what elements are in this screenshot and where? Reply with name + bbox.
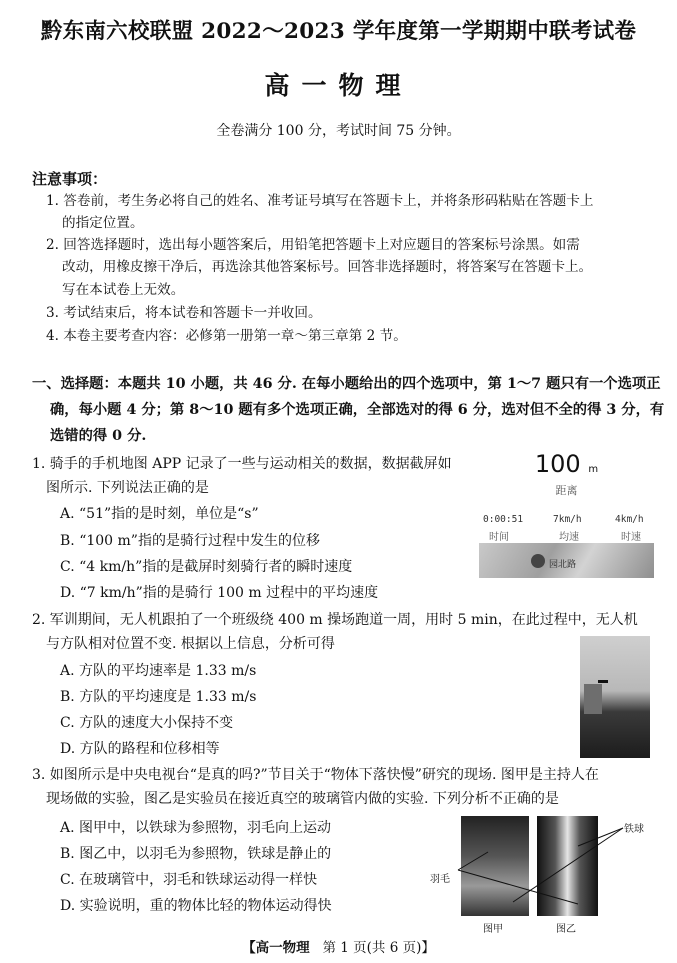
score-line: 全卷满分 100 分，考试时间 75 分钟。 bbox=[216, 123, 461, 139]
exam-title: 黔东南六校联盟 2022～2023 学年度第一学期期中联考试卷 bbox=[40, 19, 637, 44]
current-speed-label: 时速 bbox=[621, 532, 641, 543]
notice-item: 写在本试卷上无效。 bbox=[62, 282, 185, 298]
question-2-option-b: B. 方队的平均速度是 1.33 m/s bbox=[60, 689, 257, 705]
notice-item: 2. 回答选择题时，选出每小题答案后，用铅笔把答题卡上对应题目的答案标号涂黑。如需 bbox=[46, 237, 580, 253]
question-1-option-d: D. “7 km/h”指的是骑行 100 m 过程中的平均速度 bbox=[60, 585, 379, 601]
label-ball: 铁球 bbox=[624, 824, 644, 835]
distance-label: 距离 bbox=[555, 484, 578, 497]
drone-icon bbox=[598, 680, 608, 683]
map-label: 园北路 bbox=[549, 560, 577, 570]
question-1-option-c: C. “4 km/h”指的是截屏时刻骑行者的瞬时速度 bbox=[60, 559, 353, 575]
notice-item: 的指定位置。 bbox=[62, 215, 144, 231]
location-pin-icon bbox=[531, 554, 545, 568]
question-3-option-c: C. 在玻璃管中，羽毛和铁球运动得一样快 bbox=[60, 872, 318, 888]
caption-figure-a: 图甲 bbox=[483, 924, 503, 935]
footer-page: 第 1 页(共 6 页)】 bbox=[322, 940, 435, 956]
feather-ball-figure bbox=[428, 812, 658, 935]
time-value: 0:00:51 bbox=[483, 514, 524, 525]
distance-readout bbox=[479, 450, 654, 478]
footer-subject: 【高一物理 bbox=[242, 940, 310, 956]
notice-item: 3. 考试结束后，将本试卷和答题卡一并收回。 bbox=[46, 305, 322, 321]
label-feather: 羽毛 bbox=[430, 874, 450, 885]
page-footer bbox=[0, 936, 677, 956]
drone-photo bbox=[580, 636, 650, 758]
question-2-option-d: D. 方队的路程和位移相等 bbox=[60, 741, 220, 757]
question-2-stem: 2. 军训期间，无人机跟拍了一个班级绕 400 m 操场跑道一周，用时 5 min，在此过程中，无人机 bbox=[32, 612, 638, 628]
distance-unit: m bbox=[588, 464, 599, 475]
building-silhouette bbox=[584, 684, 602, 714]
avg-speed-value: 7km/h bbox=[553, 514, 582, 525]
notice-item: 4. 本卷主要考查内容：必修第一册第一章～第三章第 2 节。 bbox=[46, 328, 407, 344]
subject-title: 高一物理 bbox=[264, 71, 413, 100]
section-instructions: 一、选择题：本题共 10 小题，共 46 分. 在每小题给出的四个选项中，第 1～7 题只有一个选项正 bbox=[32, 376, 661, 392]
question-3-option-a: A. 图甲中，以铁球为参照物，羽毛向上运动 bbox=[60, 820, 332, 836]
notice-heading: 注意事项： bbox=[32, 170, 108, 188]
section-instructions: 选错的得 0 分. bbox=[50, 428, 147, 444]
question-3-stem: 3. 如图所示是中央电视台“是真的吗?”节目关于“物体下落快慢”研究的现场. 图甲是主持人在 bbox=[32, 767, 599, 783]
question-2-option-c: C. 方队的速度大小保持不变 bbox=[60, 715, 234, 731]
question-3-option-d: D. 实验说明，重的物体比轻的物体运动得快 bbox=[60, 898, 332, 914]
current-speed-value: 4km/h bbox=[615, 514, 644, 525]
time-label: 时间 bbox=[489, 532, 509, 543]
question-1-stem: 1. 骑手的手机地图 APP 记录了一些与运动相关的数据，数据截屏如 bbox=[32, 456, 452, 472]
caption-figure-b: 图乙 bbox=[556, 924, 576, 935]
question-2-stem: 与方队相对位置不变. 根据以上信息，分析可得 bbox=[46, 636, 335, 652]
question-2-option-a: A. 方队的平均速率是 1.33 m/s bbox=[60, 663, 257, 679]
avg-speed-label: 均速 bbox=[559, 532, 579, 543]
app-screenshot-figure bbox=[479, 448, 654, 578]
question-1-stem: 图所示. 下列说法正确的是 bbox=[46, 480, 209, 496]
question-1-option-b: B. “100 m”指的是骑行过程中发生的位移 bbox=[60, 533, 320, 549]
distance-value: 100 bbox=[534, 450, 581, 478]
notice-item: 改动，用橡皮擦干净后，再选涂其他答案标号。回答非选择题时，将答案写在答题卡上。 bbox=[62, 259, 593, 275]
section-instructions: 确，每小题 4 分；第 8～10 题有多个选项正确，全部选对的得 6 分，选对但不全的得 3 分，有 bbox=[50, 402, 665, 418]
question-3-stem: 现场做的实验，图乙是实验员在接近真空的玻璃管内做的实验. 下列分析不正确的是 bbox=[46, 791, 559, 807]
question-3-option-b: B. 图乙中，以羽毛为参照物，铁球是静止的 bbox=[60, 846, 332, 862]
question-1-option-a: A. “51”指的是时刻，单位是“s” bbox=[60, 506, 259, 522]
notice-item: 1. 答卷前，考生务必将自己的姓名、准考证号填写在答题卡上，并将条形码粘贴在答题卡上 bbox=[46, 193, 594, 209]
